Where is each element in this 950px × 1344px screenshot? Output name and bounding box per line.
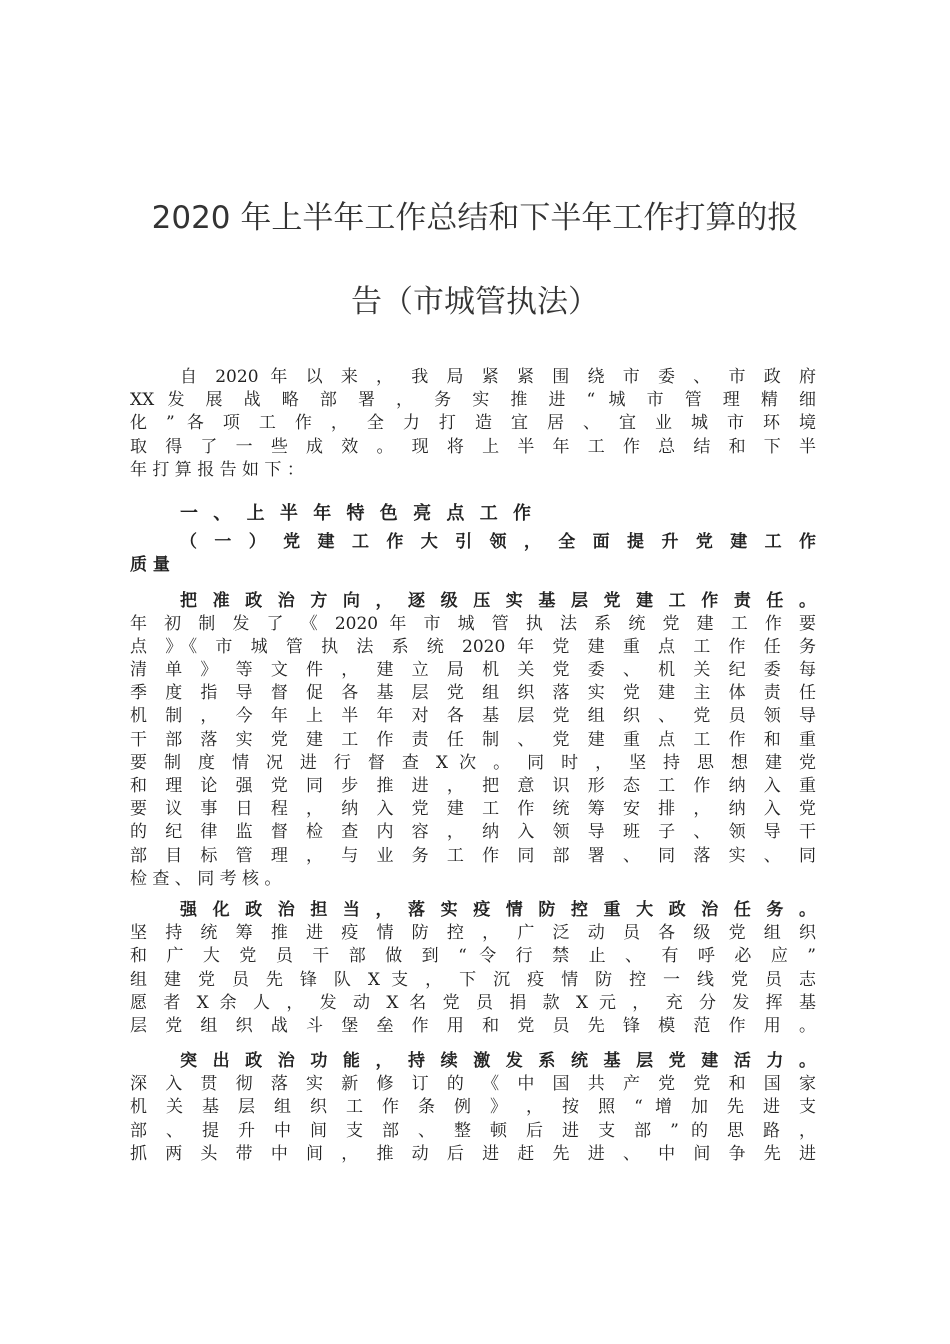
document-title-line-1: 2020 年上半年工作总结和下半年工作打算的报: [151, 200, 799, 236]
paragraph-1-line: 清 单 》 等 文 件 ， 建 立 局 机 关 党 委 、 机 关 纪 委 每: [130, 660, 816, 681]
paragraph-2-line: 组 建 党 员 先 锋 队 X 支 ， 下 沉 疫 情 防 控 一 线 党 员 志: [130, 969, 816, 990]
intro-line: 自 2020 年 以 来 ， 我 局 紧 紧 围 绕 市 委 、 市 政 府: [180, 367, 816, 387]
paragraph-1-line: 的 纪 律 监 督 检 查 内 容 ， 纳 入 领 导 班 子 、 领 导 干: [130, 822, 816, 843]
paragraph-1-line: 检 查 、 同 考 核 。: [130, 868, 282, 889]
intro-paragraph: [130, 366, 816, 482]
intro-line: 取 得 了 一 些 成 效 。 现 将 上 半 年 工 作 总 结 和 下 半: [130, 436, 816, 457]
paragraph-2: [130, 899, 816, 1038]
paragraph-2-line: 坚 持 统 筹 推 进 疫 情 防 控 ， 广 泛 动 员 各 级 党 组 织: [130, 923, 816, 944]
subsection-1-title: [130, 531, 816, 577]
paragraph-2-lead: 强 化 政 治 担 当 ， 落 实 疫 情 防 控 重 大 政 治 任 务 。: [180, 899, 816, 920]
paragraph-1-line: 要 议 事 日 程 ， 纳 入 党 建 工 作 统 筹 安 排 ， 纳 入 党: [130, 799, 816, 820]
intro-line: 化 ” 各 项 工 作 ， 全 力 打 造 宜 居 、 宜 业 城 市 环 境: [130, 413, 816, 434]
document-title-line-2: 告（市城管执法）: [351, 284, 599, 320]
paragraph-3-line: 深 入 贯 彻 落 实 新 修 订 的 《 中 国 共 产 党 党 和 国 家: [130, 1074, 816, 1095]
paragraph-3-line: 机 关 基 层 组 织 工 作 条 例 》 ， 按 照 “ 增 加 先 进 支: [130, 1097, 816, 1118]
paragraph-1-line: 要 制 度 情 况 进 行 督 查 X 次 。 同 时 ， 坚 持 思 想 建 党: [130, 752, 816, 773]
subsection-1-title-line: （ 一 ） 党 建 工 作 大 引 领 ， 全 面 提 升 党 建 工 作: [180, 532, 816, 553]
paragraph-3: [130, 1050, 816, 1166]
section-1-title: 一、上半年特色亮点工作: [180, 502, 547, 524]
paragraph-1-line: 和 理 论 强 党 同 步 推 进 ， 把 意 识 形 态 工 作 纳 入 重: [130, 776, 816, 797]
paragraph-1-line: 年 初 制 发 了 《 2020 年 市 城 管 执 法 系 统 党 建 工 作 要: [130, 613, 816, 634]
paragraph-3-lead: 突 出 政 治 功 能 ， 持 续 激 发 系 统 基 层 党 建 活 力 。: [180, 1051, 816, 1072]
subsection-1-title-line: 质 量: [130, 555, 170, 576]
paragraph-1-line: 机 制 ， 今 年 上 半 年 对 各 基 层 党 组 织 、 党 员 领 导: [130, 706, 816, 727]
paragraph-2-line: 和 广 大 党 员 干 部 做 到 “ 令 行 禁 止 、 有 呼 必 应 ”: [130, 946, 816, 967]
intro-line: XX 发 展 战 略 部 署 ， 务 实 推 进 “ 城 市 管 理 精 细: [130, 390, 816, 411]
paragraph-1-line: 部 目 标 管 理 ， 与 业 务 工 作 同 部 署 、 同 落 实 、 同: [130, 845, 816, 866]
paragraph-3-line: 部 、 提 升 中 间 支 部 、 整 顿 后 进 支 部 ” 的 思 路 ，: [130, 1120, 816, 1141]
paragraph-1-line: 干 部 落 实 党 建 工 作 责 任 制 、 党 建 重 点 工 作 和 重: [130, 729, 816, 750]
paragraph-1: [130, 590, 816, 891]
paragraph-2-line: 愿 者 X 余 人 ， 发 动 X 名 党 员 捐 款 X 元 ， 充 分 发 挥 基: [130, 992, 816, 1013]
intro-line: 年 打 算 报 告 如 下 ：: [130, 459, 304, 480]
paragraph-1-line: 季 度 指 导 督 促 各 基 层 党 组 织 落 实 党 建 主 体 责 任: [130, 683, 816, 704]
document-body: [130, 360, 816, 1166]
paragraph-1-line: 点 》《 市 城 管 执 法 系 统 2020 年 党 建 重 点 工 作 任 务: [130, 636, 817, 657]
paragraph-1-lead: 把 准 政 治 方 向 ， 逐 级 压 实 基 层 党 建 工 作 责 任 。: [180, 590, 816, 611]
paragraph-2-line: 层 党 组 织 战 斗 堡 垒 作 用 和 党 员 先 锋 模 范 作 用 。: [130, 1015, 816, 1036]
paragraph-3-line: 抓 两 头 带 中 间 ， 推 动 后 进 赶 先 进 、 中 间 争 先 进: [130, 1143, 816, 1164]
